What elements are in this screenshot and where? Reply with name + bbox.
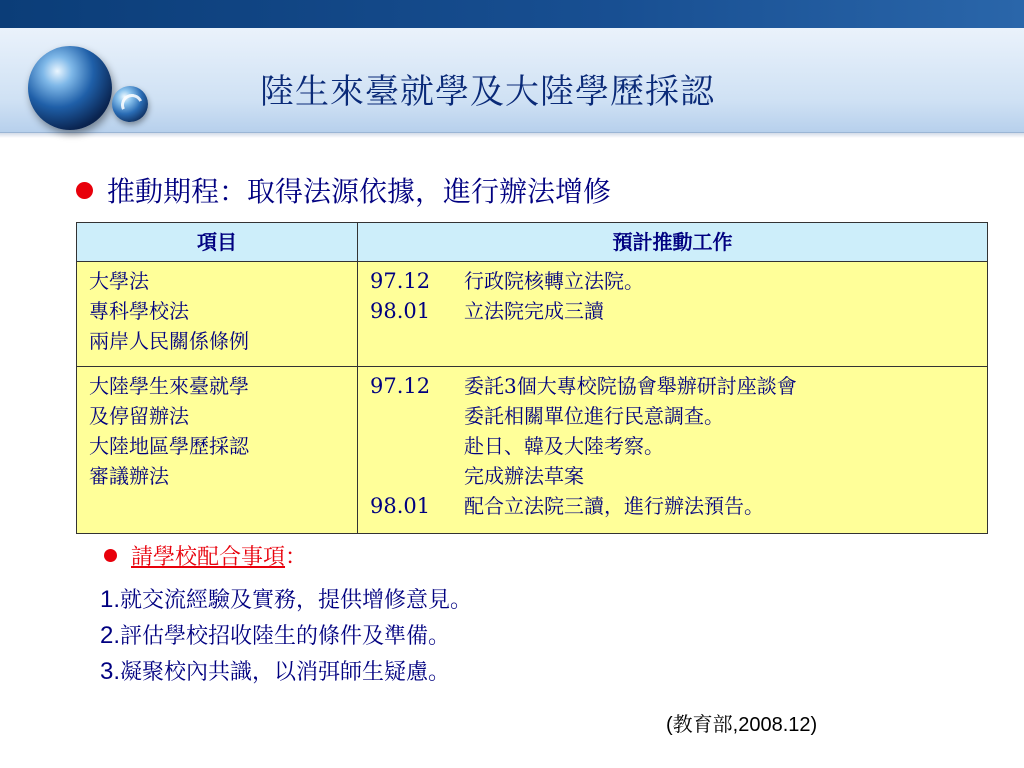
- source-citation: (教育部,2008.12): [666, 714, 818, 736]
- item-line: 大學法: [89, 269, 149, 293]
- schedule-date: [370, 461, 464, 491]
- item-line: 專科學校法: [89, 299, 189, 323]
- schedule-task: 赴日、韓及大陸考察。: [464, 434, 664, 458]
- top-bar: [0, 0, 1024, 28]
- schedule-table: [76, 222, 988, 534]
- request-item: [100, 583, 472, 614]
- item-line: 兩岸人民關係條例: [89, 329, 249, 353]
- item-line: 及停留辦法: [89, 404, 189, 428]
- bullet-dot-icon: [76, 182, 93, 199]
- request-number: 3.: [100, 658, 121, 685]
- schedule-line: [370, 461, 981, 491]
- slide-title: 陸生來臺就學及大陸學歷採認: [260, 72, 715, 112]
- item-line: 審議辦法: [89, 464, 169, 488]
- schedule-task: 委託3個大專校院協會舉辦研討座談會: [464, 374, 797, 398]
- table-row: [77, 367, 988, 534]
- schedule-date: 98.01: [370, 494, 431, 518]
- table-header-row: [77, 223, 988, 262]
- item-line: 大陸學生來臺就學: [89, 374, 249, 398]
- table-header-work: 預計推動工作: [358, 223, 988, 262]
- requests-bullet: [104, 540, 307, 571]
- request-text: 凝聚校內共識，以消弭師生疑慮。: [120, 660, 451, 685]
- schedule-line: [370, 491, 981, 521]
- schedule-date: 97.12: [370, 374, 431, 398]
- request-text: 評估學校招收陸生的條件及準備。: [120, 624, 451, 649]
- schedule-task: 行政院核轉立法院。: [464, 269, 644, 293]
- schedule-line: [370, 371, 981, 401]
- globe-logo-icon: [28, 46, 112, 130]
- schedule-date: [370, 401, 464, 431]
- schedule-line: [370, 401, 981, 431]
- request-number: 1.: [100, 586, 121, 613]
- schedule-line: [370, 431, 981, 461]
- schedule-date: 98.01: [370, 299, 431, 323]
- table-header-item: 項目: [77, 223, 358, 262]
- schedule-date: [370, 431, 464, 461]
- main-bullet: [76, 170, 611, 210]
- schedule-line: [370, 266, 981, 296]
- bullet-dot-icon: [104, 549, 117, 562]
- schedule-task: 委託相關單位進行民意調查。: [464, 404, 724, 428]
- request-item: [100, 619, 450, 650]
- schedule-line: [370, 296, 981, 326]
- small-globe-icon: [112, 86, 148, 122]
- main-bullet-text: 推動期程：取得法源依據，進行辦法增修: [107, 175, 612, 208]
- schedule-task: 立法院完成三讀: [464, 299, 604, 323]
- schedule-task: 完成辦法草案: [464, 464, 584, 488]
- table-cell-schedule: [358, 367, 988, 534]
- schedule-task: 配合立法院三讀，進行辦法預告。: [464, 494, 764, 518]
- request-number: 2.: [100, 622, 121, 649]
- table-row: [77, 262, 988, 367]
- table-cell-schedule: [358, 262, 988, 367]
- item-line: 大陸地區學歷採認: [89, 434, 249, 458]
- schedule-date: 97.12: [370, 269, 431, 293]
- table-cell-items: [77, 262, 358, 367]
- request-item: [100, 655, 450, 686]
- table-cell-items: [77, 367, 358, 534]
- request-text: 就交流經驗及實務，提供增修意見。: [120, 588, 473, 613]
- requests-heading: 請學校配合事項: [131, 545, 286, 570]
- requests-colon: ：: [285, 545, 308, 570]
